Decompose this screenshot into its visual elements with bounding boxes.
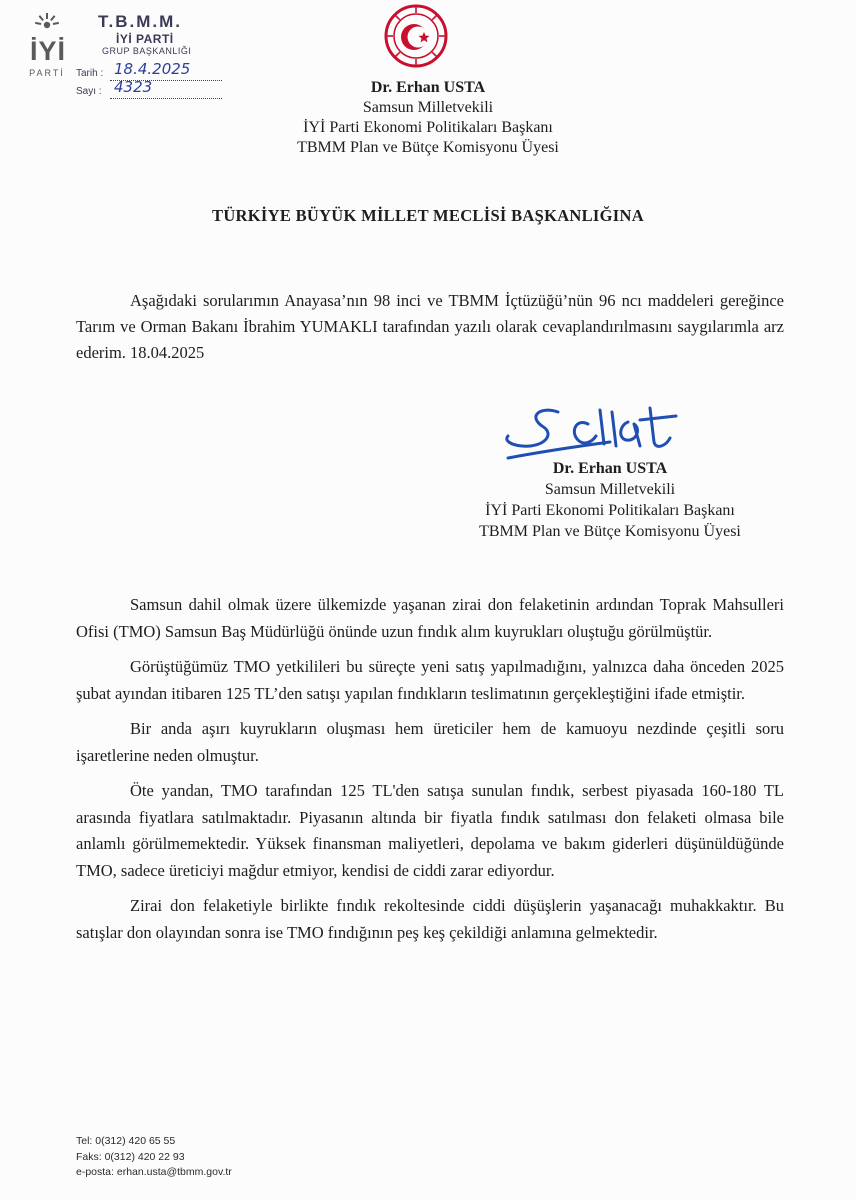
stamp-tarih-label: Tarih : xyxy=(76,68,104,79)
logo-word: İYİ xyxy=(29,36,66,66)
stamp-grup: GRUP BAŞKANLIĞI xyxy=(102,46,192,56)
intro-paragraph: Aşağıdaki sorularımın Anayasa’nın 98 inci ve TBMM İçtüzüğü’nün 96 ncı maddeleri gereğince Tarım ve Orman Bakanı İbrahim YUMAKLI tarafından yazılı olarak cevaplandırılmasını saygılarımla arz ederim. 18.04.2025 xyxy=(76,291,784,362)
body-paragraph: Öte yandan, TMO tarafından 125 TL'den satışa sunulan fındık, serbest piyasada 160-180 TL arasında fiyatlara satılmaktadır. Piyasanın altında bir fiyatla fındık satılması don felaketi olmasa bile anlamlı görülmemektedir. Yüksek finansman maliyetleri, depolama ve bakım giderleri düşünüldüğünde TMO, sadece üreticiyi mağdur etmiyor, kendisi de ciddi zarar ediyordur. xyxy=(76,781,784,880)
stamp-parti: İYİ PARTİ xyxy=(116,32,174,46)
footer-tel: Tel: 0(312) 420 65 55 xyxy=(76,1135,176,1147)
stamp-tarih-value: 18.4.2025 xyxy=(114,60,191,78)
body-paragraph: Bir anda aşırı kuyrukların oluşması hem üreticiler hem de kamuoyu nezdinde çeşitli soru işaretlerine neden olmuştur. xyxy=(76,719,784,765)
header-block xyxy=(0,78,856,158)
footer-email: e-posta: erhan.usta@tbmm.gov.tr xyxy=(76,1166,232,1178)
body-paragraph: Görüştüğümüz TMO yetkilileri bu süreçte yeni satış yapılmadığını, yalnızca daha önceden 2025 şubat ayından itibaren 125 TL’den satışı yapılan fındıkların teslimatının gerçekleştiğini ifade etmiştir. xyxy=(76,657,784,703)
header-line2: İYİ Parti Ekonomi Politikaları Başkanı xyxy=(303,119,553,136)
footer-faks: Faks: 0(312) 420 22 93 xyxy=(76,1150,185,1163)
stamp-tbmm: T.B.M.M. xyxy=(98,12,182,31)
header-line3: TBMM Plan ve Bütçe Komisyonu Üyesi xyxy=(297,139,559,156)
header-line1: Samsun Milletvekili xyxy=(362,99,494,116)
body-paragraph: Samsun dahil olmak üzere ülkemizde yaşanan zirai don felaketinin ardından Toprak Mahsulleri Ofisi (TMO) Samsun Baş Müdürlüğü önünde uzun fındık alım kuyrukları oluştuğu görülmüştür. xyxy=(76,595,784,641)
stamp-sayi-label: Sayı : xyxy=(76,86,102,97)
signature-line3: TBMM Plan ve Bütçe Komisyonu Üyesi xyxy=(479,523,741,540)
sun-icon xyxy=(32,12,62,34)
handwritten-signature xyxy=(500,402,700,466)
body-paragraph: Zirai don felaketiyle birlikte fındık rekoltesinde ciddi düşüşlerin yaşanacağı muhakkaktır. Bu satışlar don olayından sonra ise TMO fındığının peş keş çekildiği anlamına gelmektedir. xyxy=(76,896,784,942)
tbmm-emblem-icon xyxy=(384,4,448,68)
header-name: Dr. Erhan USTA xyxy=(370,79,486,96)
signature-block xyxy=(430,458,790,542)
contact-footer xyxy=(76,1134,232,1181)
signature-name: Dr. Erhan USTA xyxy=(552,460,668,477)
stamp-sayi-value: 4323 xyxy=(114,78,153,96)
document-title: TÜRKİYE BÜYÜK MİLLET MECLİSİ BAŞKANLIĞINA xyxy=(212,206,644,225)
iyi-parti-logo xyxy=(22,12,72,80)
signature-line1: Samsun Milletvekili xyxy=(544,481,676,498)
body-text xyxy=(76,592,784,955)
logo-sub: PARTİ xyxy=(29,68,65,78)
signature-line2: İYİ Parti Ekonomi Politikaları Başkanı xyxy=(485,502,735,519)
